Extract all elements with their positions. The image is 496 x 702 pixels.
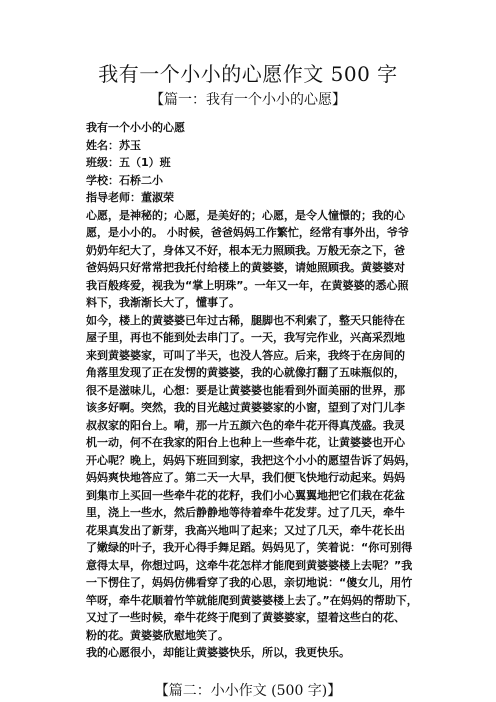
section-heading-2: 【篇二：小小作文 (500 字)】 (154, 683, 342, 699)
text-line: 该多好啊。突然，我的目光越过黄婆婆家的小窗，望到了对门儿李 (86, 401, 405, 414)
text-line: 开心呢？晚上，妈妈下班回到家，我把这个小小的愿望告诉了妈妈， (86, 453, 416, 467)
text-line: 意得太早，你想过吗，这牵牛花怎样才能爬到黄婆婆楼上去呢？”我 (86, 558, 413, 572)
text-line: 粉的花。黄婆婆欣慰地笑了。 (86, 628, 229, 642)
essay-body (86, 119, 438, 662)
text-line: 爸妈妈只好常常把我托付给楼上的黄婆婆，请她照顾我。黄婆婆对 (86, 261, 405, 274)
text-line: 如今，楼上的黄婆婆已年过古稀，腿脚也不利索了，整天只能待在 (86, 313, 405, 327)
author-name: 姓名：苏玉 (86, 138, 141, 152)
text-line: 我百般疼爱，视我为“掌上明珠”。一年又一年，在黄婆婆的悉心照 (86, 278, 409, 292)
advisor-teacher: 指导老师：董淑荣 (86, 191, 174, 204)
text-line: 叔叔家的阳台上。嗬，那一片五颜六色的牵牛花开得真茂盛。我灵 (86, 418, 405, 432)
essay-heading: 我有一个小小的心愿 (86, 121, 185, 134)
text-line: 很不是滋味儿，心想：要是让黄婆婆也能看到外面美丽的世界，那 (86, 383, 405, 397)
text-line: 花果真发出了新芽，我高兴地叫了起来；又过了几天，牵牛花长出 (86, 523, 405, 537)
text-line: 来到黄婆婆家，可叫了半天，也没人答应。后来，我终于在房间的 (86, 348, 405, 362)
text-line: 屋子里，再也不能到处去串门了。一天，我写完作业，兴高采烈地 (86, 331, 405, 344)
text-line: 一下愣住了，妈妈仿佛看穿了我的心思，亲切地说：“傻女儿，用竹 (86, 576, 413, 589)
text-line: 里，浇上一些水，然后静静地等待着牵牛花发芽。过了几天，牵牛 (86, 506, 405, 519)
text-line: 竿呀，牵牛花顺着竹竿就能爬到黄婆婆楼上去了。”在妈妈的帮助下， (86, 593, 418, 607)
text-line: 妈妈爽快地答应了。第二天一大早，我们便飞快地行动起来。妈妈 (86, 471, 405, 484)
text-line: 了嫩绿的叶子，我开心得手舞足蹈。妈妈见了，笑着说：“你可别得 (86, 541, 413, 554)
text-line: 奶奶年纪大了，身体又不好，根本无力照顾我。万般无奈之下，爸 (86, 243, 405, 257)
text-line: 料下，我渐渐长大了，懂事了。 (86, 296, 240, 309)
page-title: 我有一个小小的心愿作文 500 字 (98, 62, 398, 86)
text-line: 又过了一些时候，牵牛花终于爬到了黄婆婆家，望着这些白的花、 (86, 611, 405, 624)
text-line: 心愿，是神秘的；心愿，是美好的；心愿，是令人憧憬的；我的心 (86, 208, 405, 222)
text-line: 到集市上买回一些牵牛花的花籽，我们小心翼翼地把它们栽在花盆 (86, 488, 405, 502)
text-line: 愿，是小小的。 小时候，爸爸妈妈工作繁忙，经常有事外出，爷爷 (86, 226, 409, 239)
text-line: 角落里发现了正在发愣的黄婆婆，我的心就像打翻了五味瓶似的， (86, 366, 405, 379)
section-heading-1: 【篇一：我有一个小小的心愿】 (150, 92, 346, 108)
text-line: 机一动，何不在我家的阳台上也种上一些牵牛花，让黄婆婆也开心 (86, 436, 405, 449)
text-line: 我的心愿很小，却能让黄婆婆快乐，所以，我更快乐。 (86, 646, 350, 659)
author-class: 班级：五（1）班 (86, 156, 171, 169)
author-school: 学校：石桥二小 (86, 173, 163, 187)
